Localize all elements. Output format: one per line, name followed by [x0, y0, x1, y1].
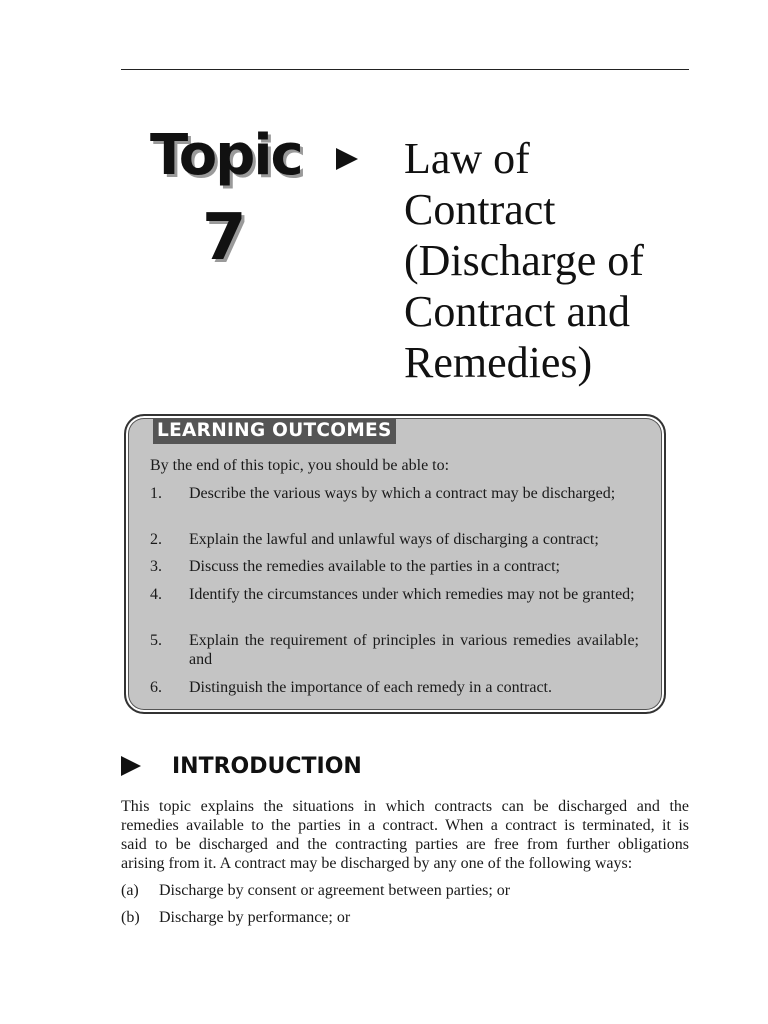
learning-outcomes-header: LEARNING OUTCOMES [153, 418, 396, 444]
outcome-number: 5. [150, 632, 162, 649]
learning-outcomes-intro: By the end of this topic, you should be able to: [150, 457, 450, 474]
topic-label: Topic [150, 123, 302, 188]
outcome-text: Distinguish the importance of each remedy in a contract. [189, 679, 552, 696]
topic-number: 7 [202, 201, 245, 275]
list-label: (b) [121, 909, 140, 926]
outcome-text: Discuss the remedies available to the parties in a contract; [189, 558, 560, 575]
list-text: Discharge by consent or agreement between parties; or [159, 882, 511, 899]
list-item [121, 881, 510, 901]
topic-title [404, 133, 704, 388]
outcome-text: Describe the various ways by which a contract may be discharged; [189, 485, 616, 502]
section-heading: INTRODUCTION [172, 754, 362, 779]
topic-title-line: Remedies) [404, 338, 593, 387]
outcome-number: 6. [150, 679, 162, 696]
topic-title-line: (Discharge of [404, 236, 644, 285]
paragraph-line: remedies available to the parties in a contract. When a contract is terminated, it is [121, 817, 689, 834]
list-text: Discharge by performance; or [159, 909, 351, 926]
outcome-number: 2. [150, 531, 162, 548]
intro-paragraph [121, 797, 689, 873]
topic-title-line: Law of [404, 134, 530, 183]
topic-title-line: Contract [404, 185, 556, 234]
play-arrow-icon [336, 148, 358, 170]
play-arrow-icon [121, 756, 141, 776]
paragraph-line: said to be discharged and the contracting parties are free from further obligations [121, 836, 689, 853]
outcome-text: Identify the circumstances under which remedies may not be granted; [189, 586, 635, 603]
list-label: (a) [121, 882, 139, 899]
paragraph-line: This topic explains the situations in which contracts can be discharged and the [121, 798, 689, 815]
list-item [121, 908, 350, 928]
paragraph-line: arising from it. A contract may be discharged by any one of the following ways: [121, 855, 633, 872]
outcome-text: Explain the lawful and unlawful ways of discharging a contract; [189, 531, 599, 548]
header-rule [121, 69, 689, 70]
outcome-number: 3. [150, 558, 162, 575]
topic-title-line: Contract and [404, 287, 631, 336]
outcome-number: 1. [150, 485, 162, 502]
outcome-text: Explain the requirement of principles in various remedies available; and [189, 632, 639, 668]
outcome-number: 4. [150, 586, 162, 603]
